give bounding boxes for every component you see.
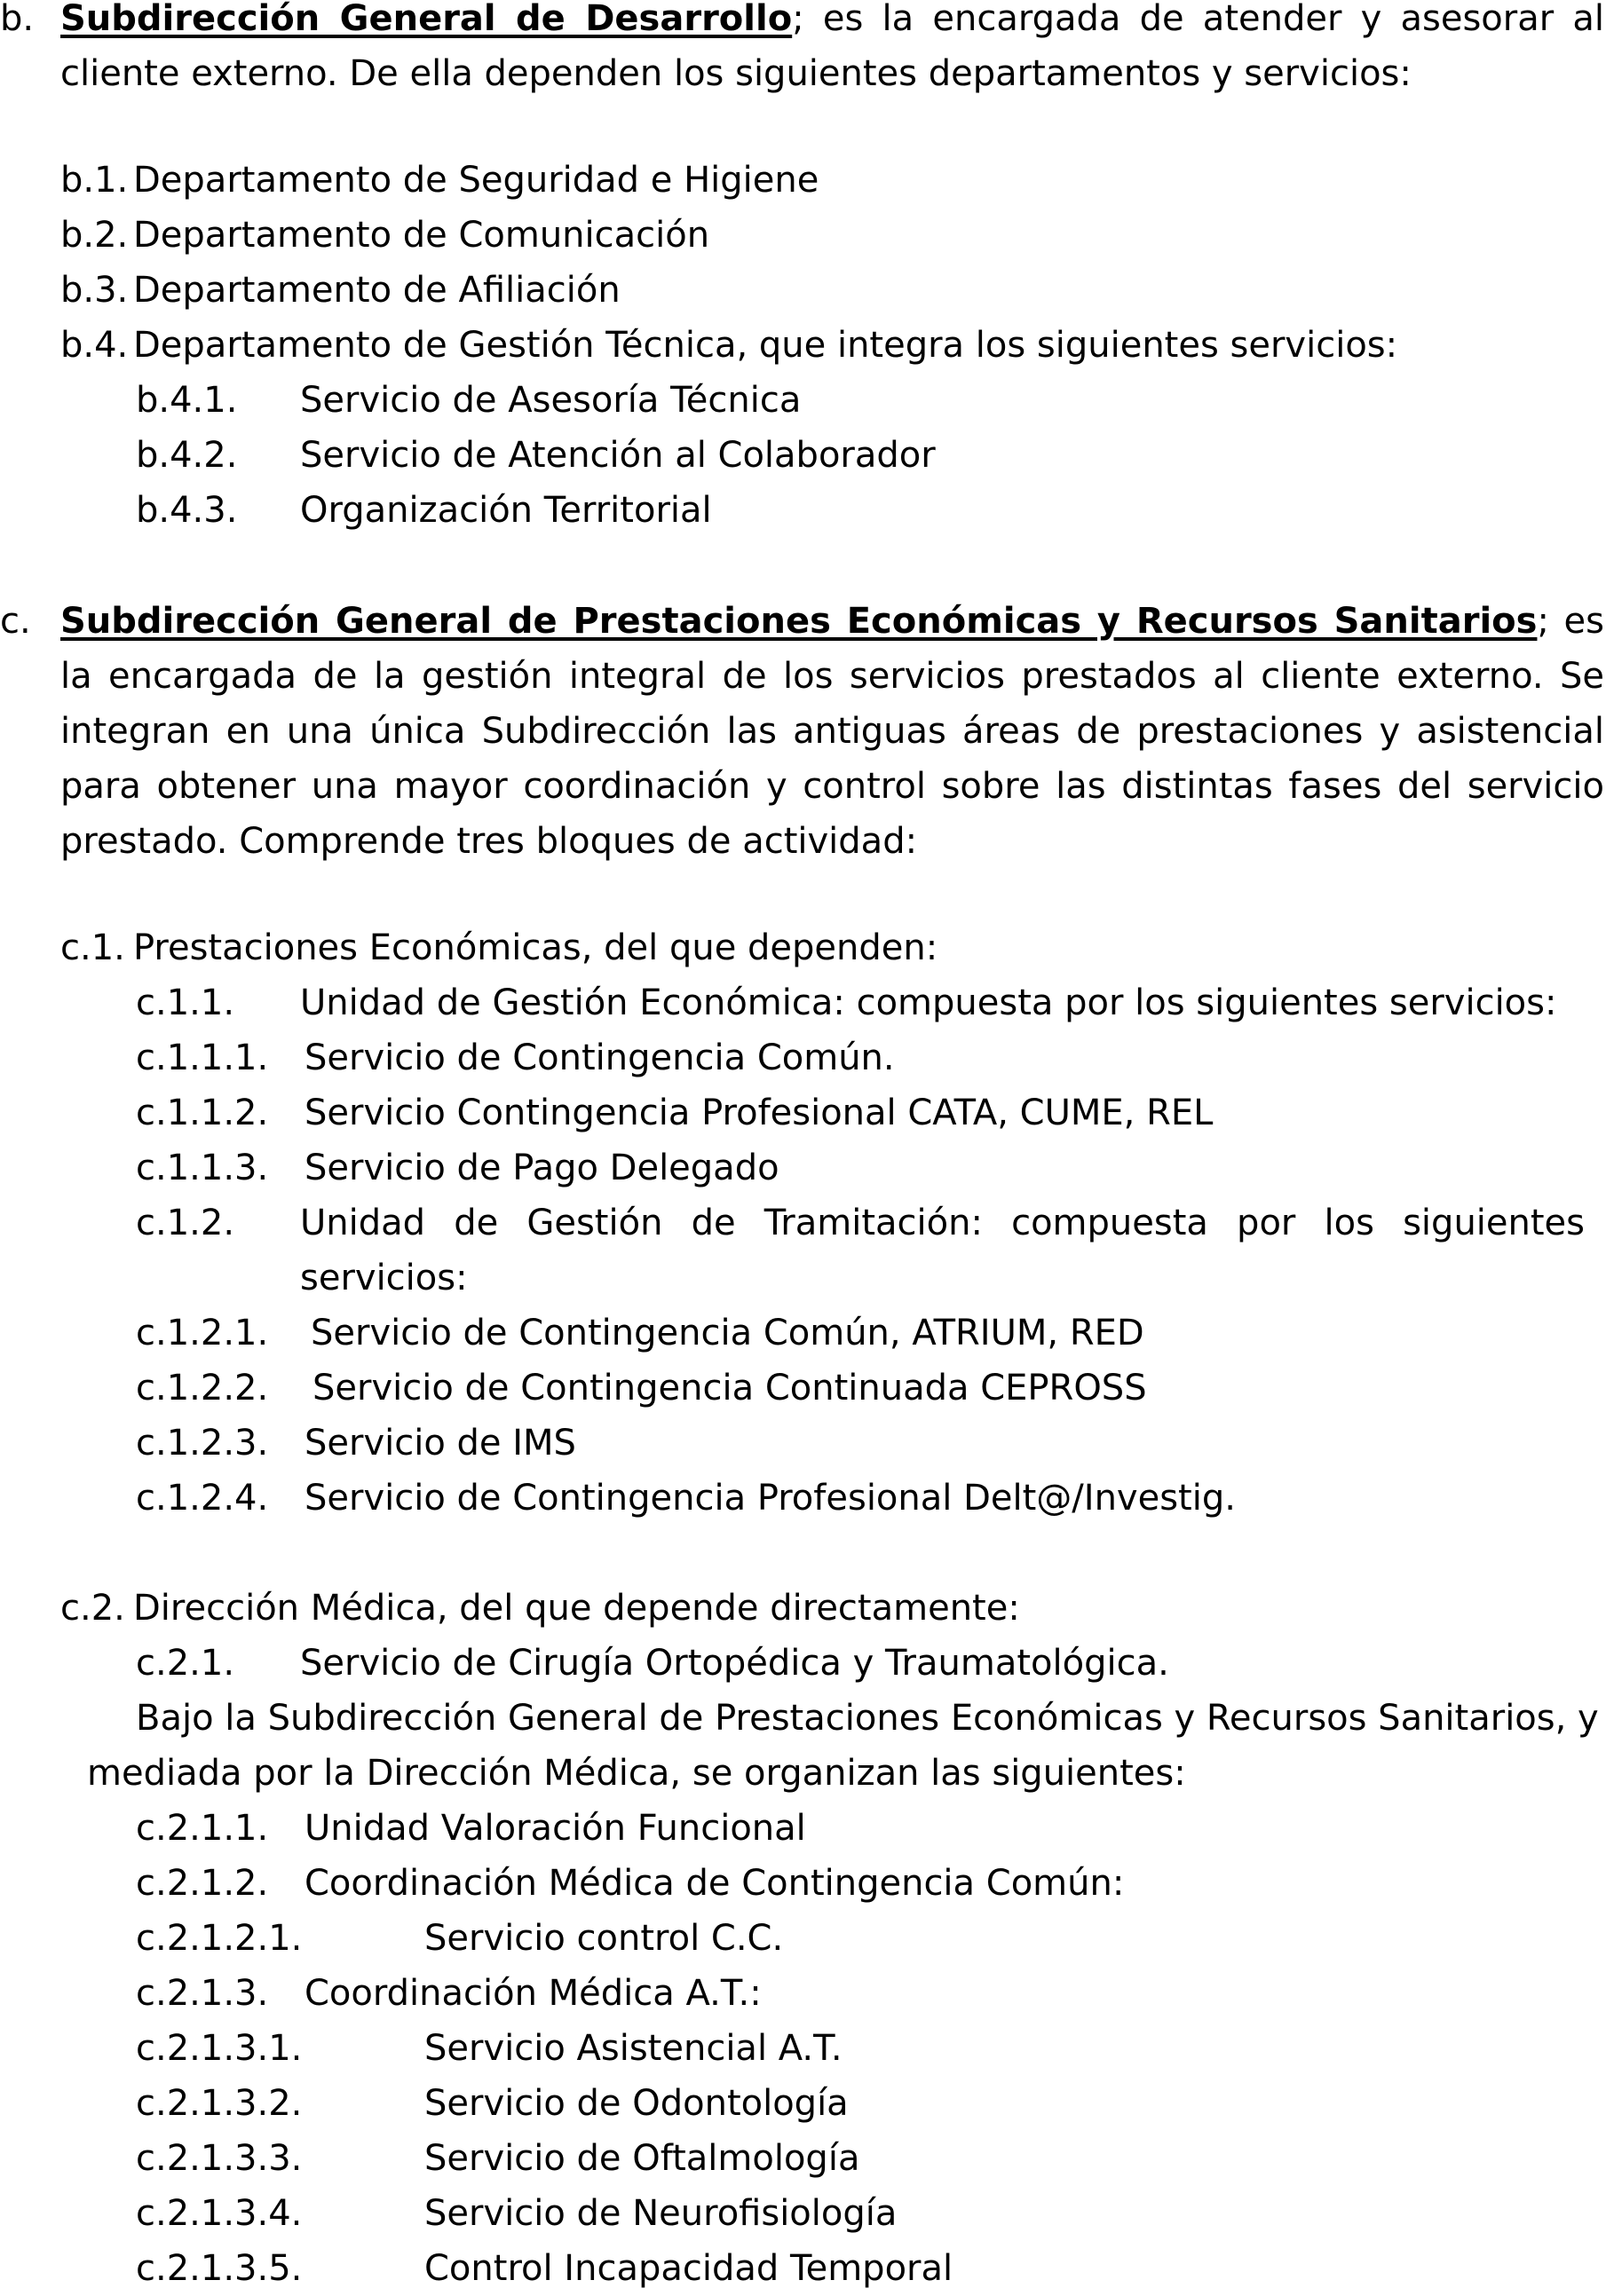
list-item xyxy=(136,1636,1585,1691)
list-item-text: Servicio control C.C. xyxy=(424,1918,784,1959)
list-item-text: Organización Territorial xyxy=(300,490,712,531)
list-item-text: Servicio de Contingencia Común. xyxy=(305,1038,895,1078)
list-item-number: b.2. xyxy=(60,215,129,256)
list-item xyxy=(136,2021,1585,2076)
list-item-text: Servicio de Cirugía Ortopédica y Traumatológica. xyxy=(300,1643,1169,1684)
section-c-intro xyxy=(0,594,1605,869)
section-b-label: b. xyxy=(0,0,35,39)
list-item-number: b.1. xyxy=(60,160,129,201)
list-item xyxy=(136,373,1585,428)
list-item-number: c.2.1.3.3. xyxy=(136,2138,303,2179)
list-item xyxy=(60,920,1585,975)
list-item-text: Servicio de Pago Delegado xyxy=(305,1148,779,1188)
list-item-number: b.4.2. xyxy=(136,435,238,476)
list-item xyxy=(60,318,1585,373)
list-item xyxy=(60,153,1585,208)
list-item-number: c.2.1.2. xyxy=(136,1863,269,1904)
list-item xyxy=(136,2076,1585,2131)
list-item-number: c.2.1.2.1. xyxy=(136,1918,303,1959)
list-item-text: Prestaciones Económicas, del que dependen: xyxy=(133,927,938,968)
list-item-text: Unidad Valoración Funcional xyxy=(305,1808,806,1849)
list-item xyxy=(136,1306,1585,1361)
list-item-text: Servicio de Odontología xyxy=(424,2083,849,2124)
list-item-number: c.1.2. xyxy=(136,1203,235,1243)
list-item xyxy=(136,428,1585,483)
list-item-number: c.1.1.2. xyxy=(136,1093,269,1133)
list-item-text: Departamento de Afiliación xyxy=(133,270,621,311)
section-c-title: Subdirección General de Prestaciones Económicas y Recursos Sanitarios xyxy=(60,601,1538,642)
section-c-label: c. xyxy=(0,601,31,642)
list-item-number: c.2.1.3. xyxy=(136,1973,269,2014)
list-item-text: Servicio de Contingencia Profesional Delt@/Investig. xyxy=(305,1478,1236,1519)
list-item-number: b.4. xyxy=(60,325,129,366)
list-item-text: Servicio de Contingencia Continuada CEPROSS xyxy=(312,1368,1147,1408)
list-item xyxy=(136,1085,1585,1140)
list-item xyxy=(136,483,1585,538)
list-item-text: Servicio de Oftalmología xyxy=(424,2138,860,2179)
list-item-text: Servicio de IMS xyxy=(305,1423,576,1464)
list-item xyxy=(136,1195,1585,1306)
list-item-text: Servicio Asistencial A.T. xyxy=(424,2028,843,2069)
list-item xyxy=(136,2186,1585,2241)
section-b-intro xyxy=(0,0,1605,101)
list-item xyxy=(136,1856,1585,1911)
list-item-text: Unidad de Gestión Económica: compuesta por los siguientes servicios: xyxy=(300,982,1557,1023)
list-item-text: Coordinación Médica A.T.: xyxy=(305,1973,762,2014)
list-item-number: c.1. xyxy=(60,927,125,968)
list-item-text: Control Incapacidad Temporal xyxy=(424,2248,953,2289)
list-item-number: c.1.1. xyxy=(136,982,235,1023)
list-item-number: b.3. xyxy=(60,270,129,311)
list-item-text: Dirección Médica, del que depende directamente: xyxy=(133,1588,1020,1629)
list-item xyxy=(136,1801,1585,1856)
section-b-description: ; es la encargada de atender y asesorar al cliente externo. De ella dependen los siguientes departamentos y servicios: xyxy=(60,0,1605,94)
list-item-number: c.2.1.3.4. xyxy=(136,2193,303,2234)
list-item xyxy=(136,1471,1585,1526)
list-item-text: Departamento de Gestión Técnica, que integra los siguientes servicios: xyxy=(133,325,1398,366)
list-item xyxy=(136,1361,1585,1416)
list-item-number: c.1.2.1. xyxy=(136,1313,269,1353)
section-c-description: ; es la encargada de la gestión integral de los servicios prestados al cliente externo. Se integran en una única Subdirección las antiguas áreas de prestaciones y asistencial para obtener una mayor coordinación y control sobre las distintas fases del servicio prestado. Comprende tres bloques de actividad: xyxy=(60,601,1605,862)
list-item-number: c.1.2.2. xyxy=(136,1368,269,1408)
list-item xyxy=(136,975,1585,1030)
list-item-text: Servicio de Neurofisiología xyxy=(424,2193,898,2234)
list-item-number: c.1.1.3. xyxy=(136,1148,269,1188)
list-item xyxy=(136,1416,1585,1471)
list-item-number: c.2.1.1. xyxy=(136,1808,269,1849)
medical-note-line2: mediada por la Dirección Médica, se organizan las siguientes: xyxy=(87,1753,1186,1794)
list-item-number: c.2. xyxy=(60,1588,125,1629)
section-b-title: Subdirección General de Desarrollo xyxy=(60,0,793,39)
list-item xyxy=(136,1140,1585,1195)
list-item xyxy=(136,1966,1585,2021)
list-item-number: c.1.2.4. xyxy=(136,1478,269,1519)
list-item xyxy=(60,208,1585,263)
list-item-text: Coordinación Médica de Contingencia Común: xyxy=(305,1863,1125,1904)
list-item xyxy=(136,2131,1585,2186)
list-item xyxy=(60,1581,1585,1636)
list-item-number: c.1.2.3. xyxy=(136,1423,269,1464)
list-item-text: Servicio de Atención al Colaborador xyxy=(300,435,936,476)
list-item-number: c.2.1.3.5. xyxy=(136,2248,303,2289)
list-item xyxy=(136,1911,1585,1966)
list-item-text: Servicio Contingencia Profesional CATA, CUME, REL xyxy=(305,1093,1214,1133)
list-item-number: c.1.1.1. xyxy=(136,1038,269,1078)
medical-note-line1: Bajo la Subdirección General de Prestaciones Económicas y Recursos Sanitarios, y xyxy=(136,1698,1599,1739)
list-item-text: Unidad de Gestión de Tramitación: compuesta por los siguientes servicios: xyxy=(300,1203,1585,1298)
list-item-text: Departamento de Comunicación xyxy=(133,215,710,256)
list-item-number: c.2.1.3.2. xyxy=(136,2083,303,2124)
list-item-number: c.2.1.3.1. xyxy=(136,2028,303,2069)
list-item-text: Servicio de Asesoría Técnica xyxy=(300,380,802,421)
list-item-number: b.4.1. xyxy=(136,380,238,421)
list-item xyxy=(136,1030,1585,1085)
list-item xyxy=(60,263,1585,318)
list-item-text: Servicio de Contingencia Común, ATRIUM, RED xyxy=(311,1313,1144,1353)
list-item-number: b.4.3. xyxy=(136,490,238,531)
list-item-number: c.2.1. xyxy=(136,1643,235,1684)
list-item-text: Departamento de Seguridad e Higiene xyxy=(133,160,819,201)
